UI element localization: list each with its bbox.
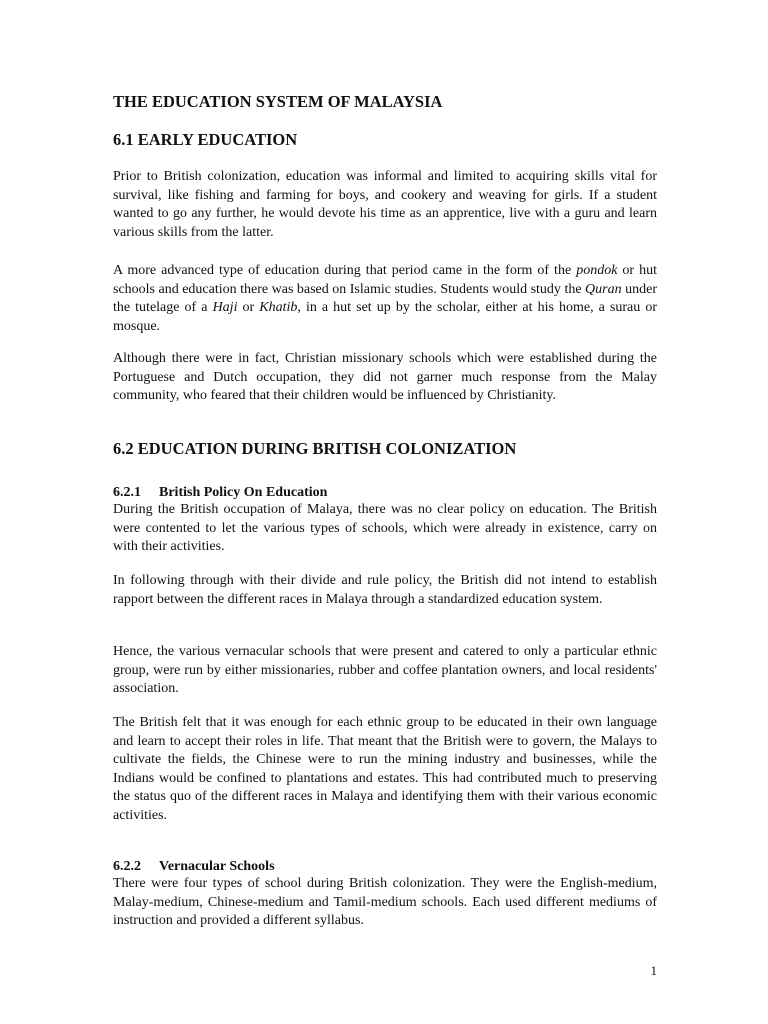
page-number: 1 <box>650 963 657 978</box>
section-heading-6-2: 6.2 EDUCATION DURING BRITISH COLONIZATION <box>113 439 517 458</box>
document-title: THE EDUCATION SYSTEM OF MALAYSIA <box>113 92 443 111</box>
paragraph-british-policy-2: In following through with their divide and rule policy, the British did not intend to establish rapport between the different races in Malaya through a standardized education system. <box>113 573 657 607</box>
text-run: A more advanced type of education during that period came in the form of the <box>113 263 577 278</box>
paragraph-early-education-3: Although there were in fact, Christian missionary schools which were established during the Portuguese and Dutch occupation, they did not garner much response from the Malay community, who feared that their children would be influenced by Christianity. <box>113 351 657 403</box>
text-run: or <box>237 300 260 315</box>
section-heading-6-1: 6.1 EARLY EDUCATION <box>113 130 298 149</box>
italic-term-haji: Haji <box>212 300 238 315</box>
paragraph-british-policy-4: The British felt that it was enough for each ethnic group to be educated in their own language and learn to accept their roles in life. That meant that the British were to govern, the Malays to cultivate the fields, the Chinese were to run the mining industry and businesses, while the Indians would be confined to plantations and estates. This had contributed much to preserving the status quo of the different races in Malaya and identifying them with their various economic activities. <box>113 715 657 823</box>
text-run: or hut schools and education there was based on Islamic studies. Students would study the <box>113 263 657 297</box>
document-page <box>113 0 657 1024</box>
subsection-number: 6.2.1 <box>113 485 141 500</box>
italic-term-khatib: Khatib <box>259 300 298 315</box>
paragraph-british-policy-1: During the British occupation of Malaya, there was no clear policy on education. The British were contented to let the various types of schools, which were already in existence, carry on with their activities. <box>113 502 657 554</box>
italic-term-quran: Quran <box>585 281 622 297</box>
paragraph-british-policy-3: Hence, the various vernacular schools that were present and catered to only a particular ethnic group, were run by either missionaries, rubber and coffee plantation owners, and local residents' association. <box>113 644 657 696</box>
subsection-number: 6.2.2 <box>113 859 141 874</box>
text-run: , in a hut set up by the scholar, either at his home, a surau or mosque. <box>113 300 657 334</box>
paragraph-vernacular-schools-1: There were four types of school during British colonization. They were the English-medium, Malay-medium, Chinese-medium and Tamil-medium schools. Each used different mediums of instruction and provided a different syllabus. <box>113 876 657 928</box>
paragraph-early-education-1: Prior to British colonization, education was informal and limited to acquiring skills vital for survival, like fishing and farming for boys, and cookery and weaving for girls. If a student wanted to go any further, he would devote his time as an apprentice, live with a guru and learn various skills from the latter. <box>113 169 657 240</box>
paragraph-early-education-2 <box>113 262 657 336</box>
subsection-heading-6-2-2 <box>113 858 275 877</box>
subsection-heading-6-2-1 <box>113 484 327 503</box>
text-run: under the tutelage of a <box>113 281 657 315</box>
italic-term-pondok: pondok <box>576 263 618 278</box>
subsection-title: Vernacular Schools <box>159 859 275 874</box>
subsection-title: British Policy On Education <box>159 485 328 500</box>
